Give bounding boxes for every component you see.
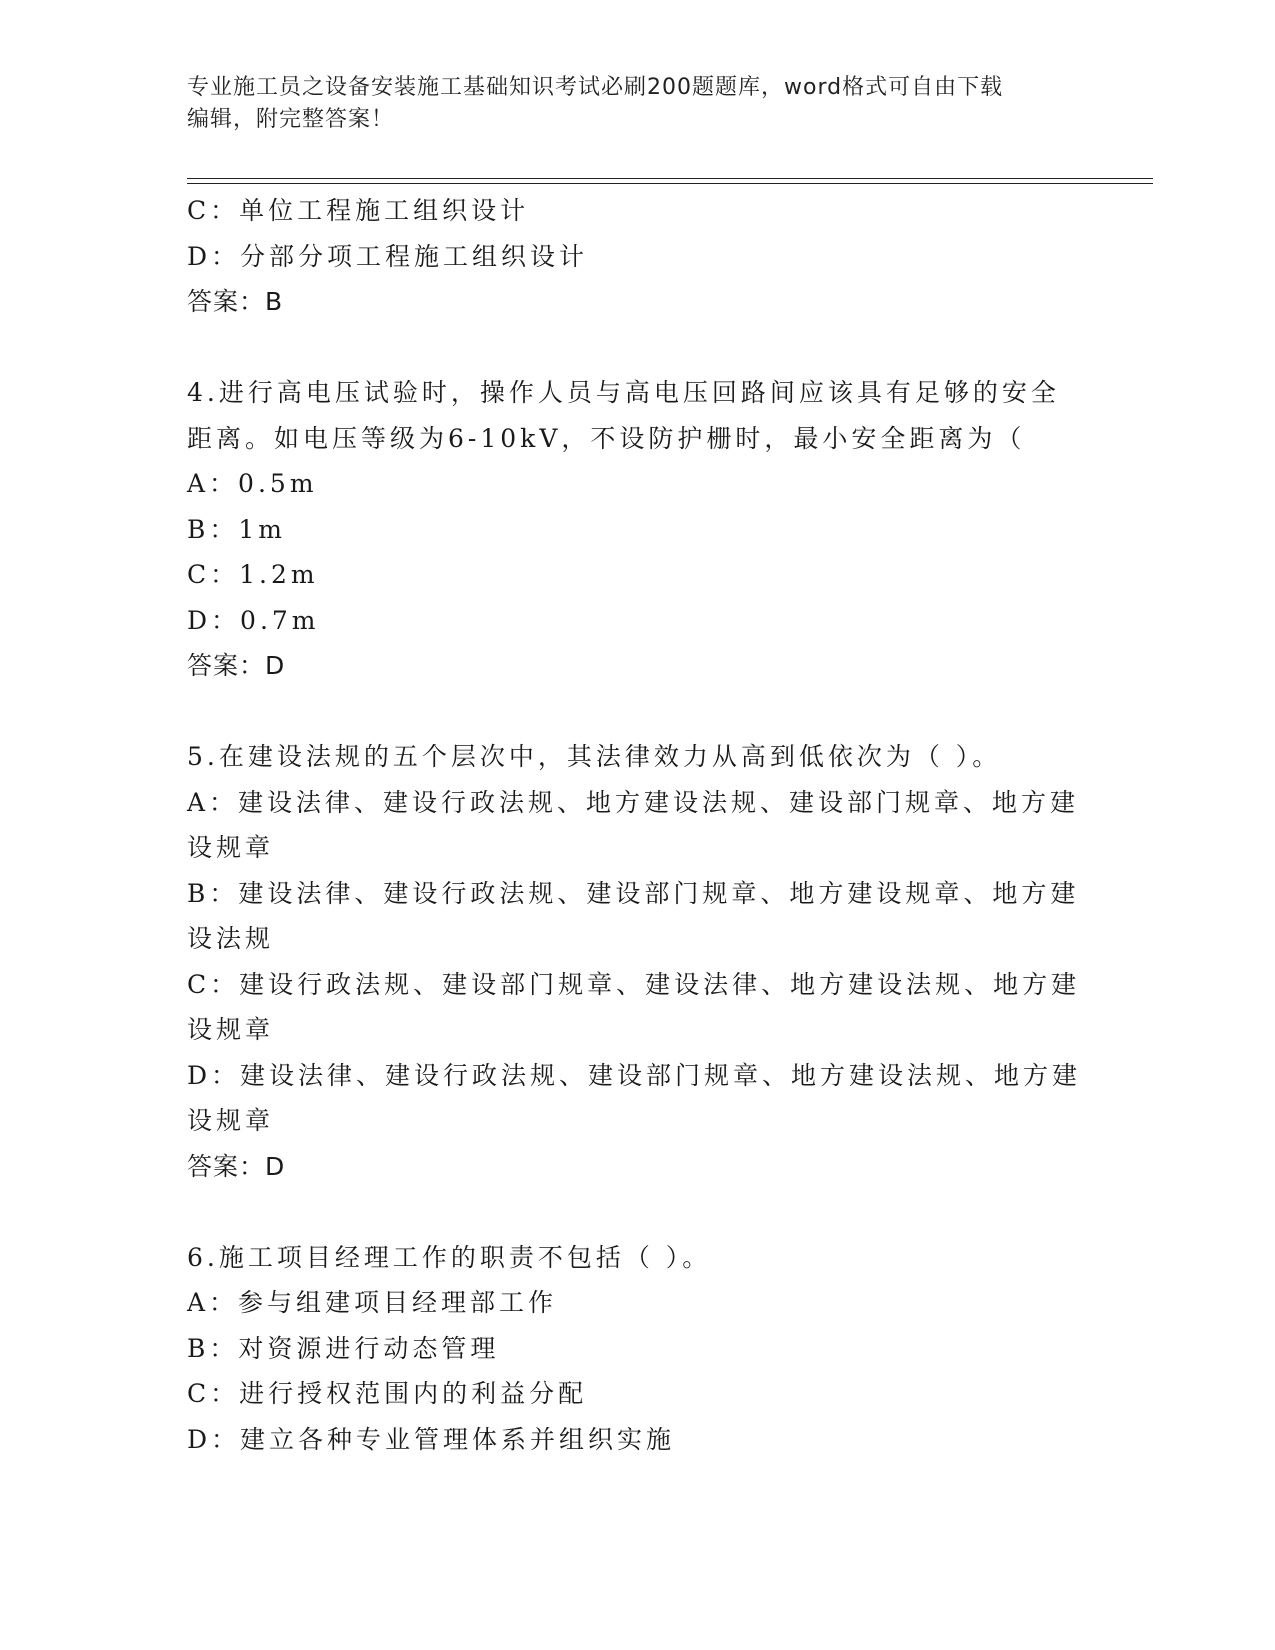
q4-option-a: A：0.5m (187, 469, 318, 498)
question-5 (187, 734, 1087, 1189)
q5-answer: 答案：D (187, 1151, 286, 1181)
q4-option-d: D：0.7m (187, 605, 320, 635)
q3-option-d: D：分部分项工程施工组织设计 (187, 241, 589, 271)
q4-stem-line-2: 距离。如电压等级为6-10kV，不设防护栅时，最小安全距离为（ (187, 423, 1026, 453)
q5-option-d-line-2: 设规章 (187, 1106, 275, 1135)
header-divider-top (187, 178, 1153, 179)
question-list (187, 188, 1087, 1462)
q5-option-c-line-2: 设规章 (187, 1015, 275, 1044)
q5-option-a-line-2: 设规章 (187, 833, 275, 862)
header-divider-bottom (187, 183, 1153, 184)
spacer (187, 1189, 1087, 1235)
q4-answer: 答案：D (187, 651, 286, 680)
q5-option-c-line-1: C：建设行政法规、建设部门规章、建设法律、地方建设法规、地方建 (187, 969, 1081, 999)
document-header (187, 72, 1067, 136)
q6-option-c: C：进行授权范围内的利益分配 (187, 1379, 588, 1408)
q6-option-b: B：对资源进行动态管理 (187, 1333, 500, 1363)
q6-option-a: A：参与组建项目经理部工作 (187, 1288, 558, 1317)
q4-option-b: B：1m (187, 514, 286, 544)
q3-option-c: C：单位工程施工组织设计 (187, 196, 530, 225)
spacer (187, 689, 1087, 735)
header-line-2: 编辑，附完整答案！ (187, 107, 395, 132)
q5-option-b-line-1: B：建设法律、建设行政法规、建设部门规章、地方建设规章、地方建 (187, 878, 1080, 908)
question-6 (187, 1235, 1087, 1463)
q6-stem: 6.施工项目经理工作的职责不包括（ ）。 (187, 1242, 712, 1272)
q6-option-d: D：建立各种专业管理体系并组织实施 (187, 1424, 676, 1454)
header-line-1: 专业施工员之设备安装施工基础知识考试必刷200题题库，word格式可自由下载 (187, 75, 1004, 100)
q4-stem-line-1: 4.进行高电压试验时，操作人员与高电压回路间应该具有足够的安全 (187, 378, 1060, 407)
spacer (187, 325, 1087, 371)
q5-option-d-line-1: D：建设法律、建设行政法规、建设部门规章、地方建设法规、地方建 (187, 1060, 1082, 1090)
q3-answer: 答案：B (187, 287, 284, 316)
question-3-tail (187, 188, 1087, 325)
q4-option-c: C：1.2m (187, 560, 319, 589)
question-4 (187, 370, 1087, 689)
q5-option-b-line-2: 设法规 (187, 924, 275, 953)
q5-stem: 5.在建设法规的五个层次中，其法律效力从高到低依次为（ ）。 (187, 742, 1002, 771)
q5-option-a-line-1: A：建设法律、建设行政法规、地方建设法规、建设部门规章、地方建 (187, 787, 1080, 817)
